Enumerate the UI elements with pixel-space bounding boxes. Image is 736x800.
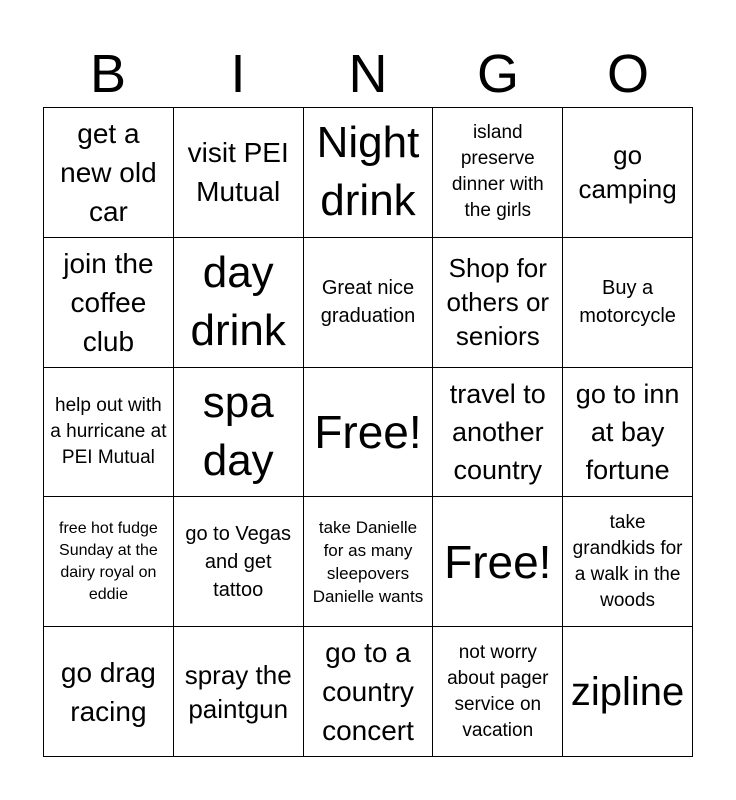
- cell-text: Shop for others or seniors: [446, 253, 550, 352]
- cell-text: Night drink: [316, 118, 420, 226]
- bingo-cell[interactable]: [563, 497, 693, 627]
- cell-text: take Danielle for as many sleepovers Danielle wants: [312, 517, 424, 606]
- cell-text: go to Vegas and get tattoo: [185, 522, 292, 601]
- cell-text: Free!: [314, 405, 422, 458]
- bingo-cell[interactable]: [44, 368, 174, 498]
- cell-text: take grandkids for a walk in the woods: [572, 511, 683, 611]
- cell-text: travel to another country: [449, 378, 546, 485]
- cell-text: visit PEI Mutual: [187, 137, 289, 208]
- bingo-cell[interactable]: [304, 497, 434, 627]
- cell-text: island preserve dinner with the girls: [451, 122, 544, 222]
- bingo-header: [43, 44, 693, 104]
- header-letter-i: I: [230, 44, 246, 104]
- header-letter-n: N: [348, 44, 388, 104]
- bingo-cell[interactable]: [44, 497, 174, 627]
- bingo-cell[interactable]: [174, 627, 304, 757]
- bingo-cell[interactable]: [563, 108, 693, 238]
- free-space-cell[interactable]: [433, 497, 563, 627]
- bingo-cell[interactable]: [174, 238, 304, 368]
- bingo-cell[interactable]: [44, 627, 174, 757]
- bingo-cell[interactable]: [563, 368, 693, 498]
- cell-text: spray the paintgun: [184, 659, 292, 724]
- bingo-cell[interactable]: [563, 238, 693, 368]
- bingo-cell[interactable]: [433, 368, 563, 498]
- cell-text: zipline: [570, 669, 685, 714]
- cell-text: go to inn at bay fortune: [575, 378, 680, 485]
- bingo-card: [43, 107, 693, 757]
- bingo-cell[interactable]: [174, 368, 304, 498]
- cell-text: day drink: [190, 248, 286, 356]
- cell-text: Great nice graduation: [320, 277, 416, 328]
- cell-text: go to a country concert: [322, 637, 414, 747]
- cell-text: go drag racing: [60, 656, 156, 727]
- cell-text: Buy a motorcycle: [579, 277, 676, 328]
- bingo-cell[interactable]: [304, 108, 434, 238]
- bingo-cell[interactable]: [44, 108, 174, 238]
- bingo-cell[interactable]: [174, 497, 304, 627]
- cell-text: free hot fudge Sunday at the dairy royal on eddie: [59, 519, 158, 603]
- cell-text: go camping: [578, 140, 677, 205]
- cell-text: spa day: [202, 377, 274, 485]
- free-space-cell[interactable]: [304, 368, 434, 498]
- cell-text: Free!: [444, 535, 552, 588]
- bingo-cell[interactable]: [174, 108, 304, 238]
- bingo-cell[interactable]: [433, 238, 563, 368]
- header-letter-b: B: [89, 44, 127, 104]
- bingo-cell[interactable]: [44, 238, 174, 368]
- header-letter-g: G: [476, 44, 519, 104]
- bingo-cell[interactable]: [304, 238, 434, 368]
- cell-text: help out with a hurricane at PEI Mutual: [50, 394, 167, 468]
- cell-text: join the coffee club: [63, 247, 154, 357]
- bingo-cell[interactable]: [433, 627, 563, 757]
- bingo-cell[interactable]: [433, 108, 563, 238]
- cell-text: not worry about pager service on vacation: [447, 641, 549, 741]
- bingo-cell[interactable]: [304, 627, 434, 757]
- cell-text: get a new old car: [60, 117, 157, 227]
- bingo-cell[interactable]: [563, 627, 693, 757]
- header-letter-o: O: [606, 44, 649, 104]
